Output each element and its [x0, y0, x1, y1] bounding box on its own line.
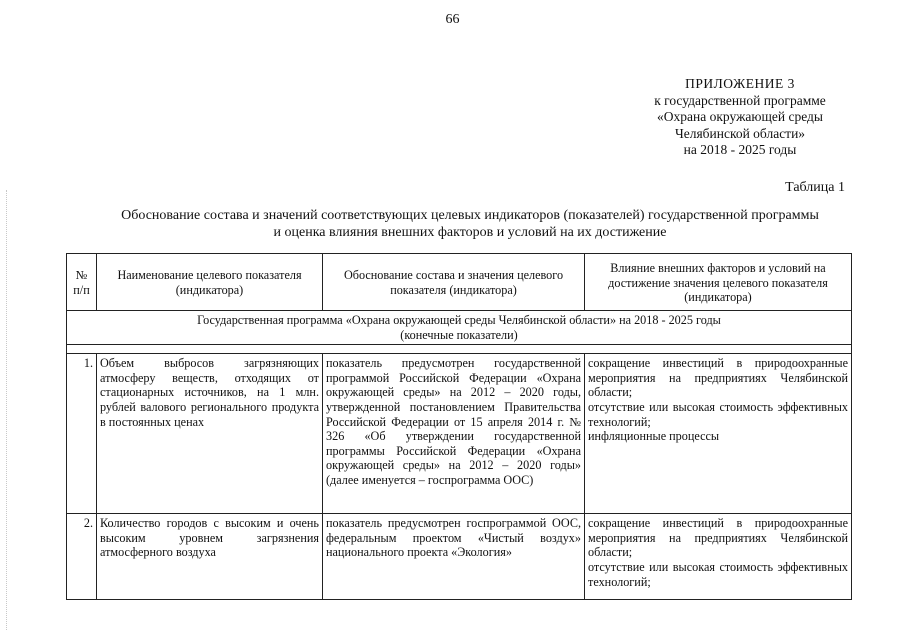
indicators-table: [66, 253, 852, 600]
heading-line-1: Обоснование состава и значений соответствующих целевых индикаторов (показателей) государственной программы: [121, 208, 819, 223]
table-row: [67, 514, 852, 600]
appendix-line-2: «Охрана окружающей среды: [657, 109, 823, 124]
header-indicator-name: Наименование целевого показателя (индикатора): [97, 254, 323, 311]
row-external-factors: [585, 514, 852, 600]
row-indicator-name: Объем выбросов загрязняющих атмосферу веществ, отходящих от стационарных источников, на 1 млн. рублей валового регионального продукта в постоянных ценах: [97, 354, 323, 514]
spacer-cell: [67, 345, 852, 354]
factor-item: отсутствие или высокая стоимость эффективных технологий;: [588, 559, 848, 589]
section-subtitle: (конечные показатели): [400, 327, 518, 342]
section-cell: [67, 311, 852, 345]
table-caption: Таблица 1: [785, 180, 845, 195]
row-number: 1.: [67, 354, 97, 514]
row-justification: показатель предусмотрен госпрограммой ООС, федеральным проектом «Чистый воздух» национального проекта «Экология»: [323, 514, 585, 600]
appendix-line-1: к государственной программе: [654, 92, 826, 108]
appendix-line-3: Челябинской области»: [674, 125, 806, 141]
spacer-row: [67, 345, 852, 354]
appendix-title: ПРИЛОЖЕНИЕ 3: [685, 76, 795, 91]
scan-edge-artifact: [6, 190, 8, 630]
row-justification: показатель предусмотрен государственной программой Российской Федерации «Охрана окружающей среды» на 2012 – 2020 годы, утвержденной постановлением Правительства Российской Федерации от 15 апреля 2014 г. № 326 «Об утверждении государственной программы Российской Федерации «Охрана окружающей среды» на 2012 – 2020 годы» (далее именуется – госпрограмма ООС): [323, 354, 585, 514]
row-indicator-name: Количество городов с высоким и очень высоким уровнем загрязнения атмосферного воздуха: [97, 514, 323, 600]
header-number: № п/п: [67, 254, 97, 311]
header-justification: Обоснование состава и значения целевого показателя (индикатора): [323, 254, 585, 311]
appendix-line-4: на 2018 - 2025 годы: [683, 142, 797, 157]
page-number: 66: [445, 12, 460, 27]
heading-line-2: и оценка влияния внешних факторов и условий на их достижение: [273, 225, 667, 240]
row-external-factors: [585, 354, 852, 514]
table-header-row: [67, 254, 852, 311]
header-external-factors: Влияние внешних факторов и условий на достижение значения целевого показателя (индикатора): [585, 254, 852, 311]
factor-item: сокращение инвестиций в природоохранные мероприятия на предприятиях Челябинской области;: [588, 356, 848, 400]
section-title: Государственная программа «Охрана окружающей среды Челябинской области» на 2018 - 2025 годы: [197, 313, 721, 327]
document-heading: [80, 207, 860, 241]
factor-item: сокращение инвестиций в природоохранные мероприятия на предприятиях Челябинской области;: [588, 516, 848, 560]
factor-item: отсутствие или высокая стоимость эффективных технологий;: [588, 399, 848, 429]
appendix-header: [590, 76, 890, 159]
factor-item: инфляционные процессы: [588, 429, 720, 444]
table-row: [67, 354, 852, 514]
row-number: 2.: [67, 514, 97, 600]
section-row: [67, 311, 852, 345]
